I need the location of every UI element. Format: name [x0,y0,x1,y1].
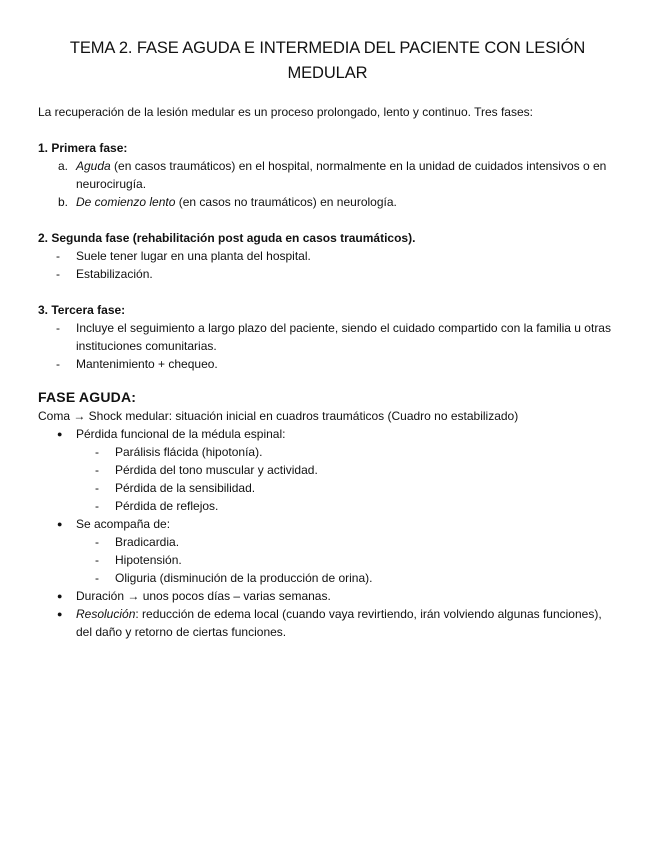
list-item [38,425,617,515]
list-item [38,247,617,265]
bullet-icon: ● [57,591,63,601]
intro-paragraph: La recuperación de la lesión medular es un proceso prolongado, lento y continuo. Tres fases: [38,105,533,119]
section-fase-aguda [38,387,617,641]
item-text: (en casos no traumáticos) en neurología. [175,195,397,209]
list-marker: - [56,267,60,281]
section-title: 3. Tercera fase: [38,303,126,317]
fase-aguda-list [38,425,617,641]
dash-marker: - [95,445,99,459]
list-item [38,605,617,641]
list-item [38,355,617,373]
sub-list [76,443,617,515]
bullet-icon: ● [57,429,63,439]
sub-list-item [38,443,617,461]
dash-marker: - [95,499,99,513]
item-text: Pérdida funcional de la médula espinal: [76,427,286,441]
list-marker: a. [58,159,69,173]
list-marker: - [56,321,60,335]
list-marker: - [56,357,60,371]
tercera-fase-list [38,319,617,373]
emphasis-text: Resolución [76,607,136,621]
list-item [38,157,617,193]
item-text: Oliguria (disminución de la producción de orina). [115,571,373,585]
dash-marker: - [95,571,99,585]
item-text: Pérdida de la sensibilidad. [115,481,256,495]
fase-aguda-title: FASE AGUDA: [38,389,137,405]
emphasis-text: Aguda [76,159,111,173]
list-marker: - [56,249,60,263]
item-text: (en casos traumáticos) en el hospital, normalmente en la unidad de cuidados intensivos o en neurocirugía. [76,159,607,191]
bullet-icon: ● [57,609,63,619]
section-segunda-fase [38,229,617,283]
dash-marker: - [95,463,99,477]
list-marker: b. [58,195,69,209]
emphasis-text: De comienzo lento [76,195,176,209]
item-text: : reducción de edema local (cuando vaya revirtiendo, irán volviendo algunas funciones), del daño y retorno de ciertas funciones. [76,607,602,639]
sub-list-item [38,551,617,569]
segunda-fase-list [38,247,617,283]
item-text: Suele tener lugar en una planta del hospital. [76,249,311,263]
item-text: Mantenimiento + chequeo. [76,357,218,371]
fase-aguda-intro: Coma → Shock medular: situación inicial en cuadros traumáticos (Cuadro no estabilizado) [38,409,519,423]
section-primera-fase [38,139,617,211]
item-text: Incluye el seguimiento a largo plazo del paciente, siendo el cuidado compartido con la familia u otras instituciones comunitarias. [76,321,611,353]
item-text: Se acompaña de: [76,517,171,531]
list-item [38,319,617,355]
section-title: 1. Primera fase: [38,141,128,155]
section-title: 2. Segunda fase (rehabilitación post aguda en casos traumáticos). [38,231,416,245]
dash-marker: - [95,553,99,567]
page-title: TEMA 2. FASE AGUDA E INTERMEDIA DEL PACIENTE CON LESIÓN MEDULAR [69,39,586,82]
sub-list [76,533,617,587]
sub-list-item [38,569,617,587]
item-text: Pérdida de reflejos. [115,499,219,513]
sub-list-item [38,497,617,515]
item-text: Duración → unos pocos días – varias semanas. [76,589,331,603]
sub-list-item [38,533,617,551]
item-text: Parálisis flácida (hipotonía). [115,445,263,459]
item-text: Estabilización. [76,267,153,281]
item-text: Pérdida del tono muscular y actividad. [115,463,318,477]
item-text: Bradicardia. [115,535,180,549]
primera-fase-list [38,157,617,211]
sub-list-item [38,479,617,497]
section-tercera-fase [38,301,617,373]
list-item [38,515,617,587]
item-text: Hipotensión. [115,553,182,567]
list-item [38,587,617,605]
list-item [38,193,617,211]
list-item [38,265,617,283]
sub-list-item [38,461,617,479]
bullet-icon: ● [57,519,63,529]
dash-marker: - [95,535,99,549]
dash-marker: - [95,481,99,495]
